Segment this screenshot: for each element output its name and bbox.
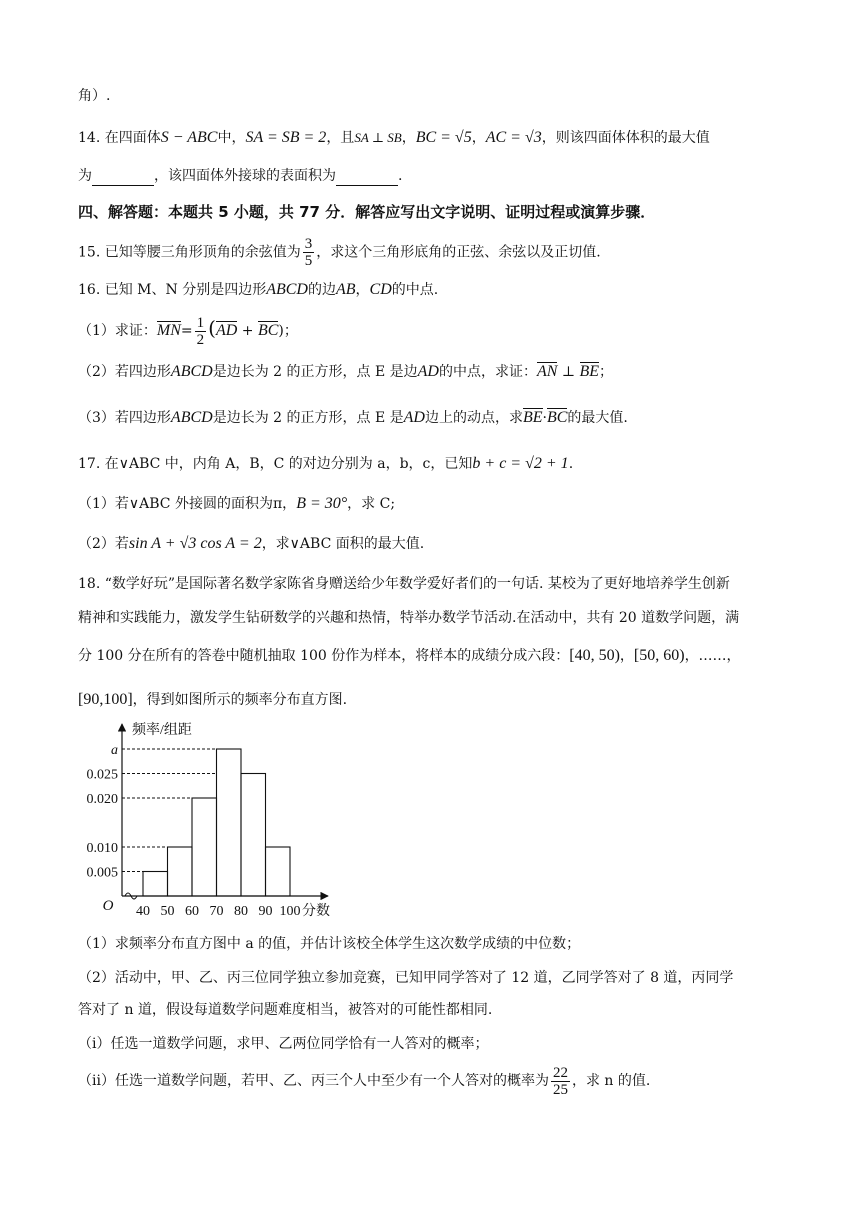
x-tick-label: 60 (185, 904, 199, 919)
question-18-line4: [90,100]，得到如图所示的频率分布直方图. (78, 691, 348, 708)
question-18-part-i: （i）任选一道数学问题，求甲、乙两位同学恰有一人答对的概率； (78, 1036, 489, 1052)
question-18-part2-cont: 答对了 n 道，假设每道数学问题难度相当，被答对的可能性都相同. (78, 1002, 493, 1018)
question-16-part2: （2）若四边形ABCD是边长为 2 的正方形，点 E 是边AD的中点，求证：AN ⊥ BE； (78, 363, 614, 380)
x-tick-label: 80 (234, 904, 248, 919)
answer-blank (92, 171, 154, 186)
question-16: 16. 已知 M、N 分别是四边形ABCD的边AB，CD的中点. (78, 281, 439, 298)
x-tick-label: 50 (160, 904, 175, 919)
question-17: 17. 在∨ABC 中，内角 A，B，C 的对边分别为 a，b，c，已知b + c = √2 + 1. (78, 455, 574, 472)
histogram-bar (266, 847, 291, 896)
continuation-text: 角）. (78, 88, 111, 104)
question-18-part-ii: （ii）任选一道数学问题，若甲、乙、丙三个人中至少有一个人答对的概率为 $\frac{22}{25}$ ，求 n 的值. (78, 1064, 651, 1098)
question-16-part1: （1）求证：MN= $\frac{1}{2}$ (AD + BC)； (78, 314, 298, 348)
x-tick-label: 90 (258, 904, 273, 919)
y-tick-label: a (111, 743, 118, 758)
question-18-line2: 精神和实践能力，激发学生钻研数学的兴趣和热情，特举办数学节活动.在活动中，共有 20 道数学问题，满 (78, 610, 740, 626)
x-tick-label: 100 (279, 904, 301, 919)
x-axis-label: 分数 (302, 904, 330, 919)
answer-blank (336, 171, 398, 186)
question-14: 14. 在四面体S − ABC中，SA = SB = 2，且SA ⊥ SB，BC = √5，AC = √3，则该四面体体积的最大值 (78, 129, 710, 146)
question-18-part1: （1）求频率分布直方图中 a 的值，并估计该校全体学生这次数学成绩的中位数； (78, 936, 581, 952)
y-axis-label: 频率/组距 (132, 723, 192, 738)
question-18-part2: （2）活动中，甲、乙、丙三位同学独立参加竞赛，已知甲同学答对了 12 道，乙同学答对了 8 道，丙同学 (78, 970, 734, 986)
question-18-line1: 18. “数学好玩”是国际著名数学家陈省身赠送给少年数学爱好者们的一句话. 某校为了更好地培养学生创新 (78, 576, 730, 592)
y-tick-label: 0.025 (86, 767, 118, 783)
histogram-bar (217, 749, 242, 896)
question-17-part1: （1）若∨ABC 外接圆的面积为π，B = 30°，求 C; (78, 495, 396, 512)
frequency-histogram (70, 718, 370, 928)
histogram-bar (192, 798, 217, 896)
question-16-part3: （3）若四边形ABCD是边长为 2 的正方形，点 E 是AD边上的动点，求BE·BC的最大值. (78, 409, 628, 426)
y-tick-label: 0.010 (86, 841, 118, 856)
question-18-line3: 分 100 分在所有的答卷中随机抽取 100 份作为样本，将样本的成绩分成六段：[40, 50)，[50, 60)，……， (78, 647, 741, 664)
question-17-part2: （2）若sin A + √3 cos A = 2，求∨ABC 面积的最大值. (78, 535, 425, 552)
x-tick-label: 40 (136, 904, 150, 919)
y-tick-label: 0.005 (86, 865, 118, 881)
question-15: 15. 已知等腰三角形顶角的余弦值为 $\frac{3}{5}$ ，求这个三角形底角的正弦、余弦以及正切值. (78, 236, 601, 269)
histogram-bar (168, 847, 193, 896)
x-tick-label: 70 (209, 904, 224, 919)
question-14-line2: 为 ，该四面体外接球的表面积为 . (78, 168, 403, 184)
origin-label: O (102, 898, 114, 914)
section-heading: 四、解答题：本题共 5 小题，共 77 分．解答应写出文字说明、证明过程或演算步骤． (78, 203, 656, 221)
y-tick-label: 0.020 (86, 792, 118, 807)
fraction: $\frac{3}{5}$ (304, 236, 313, 269)
histogram-bar (143, 872, 168, 897)
histogram-bar (241, 774, 266, 897)
